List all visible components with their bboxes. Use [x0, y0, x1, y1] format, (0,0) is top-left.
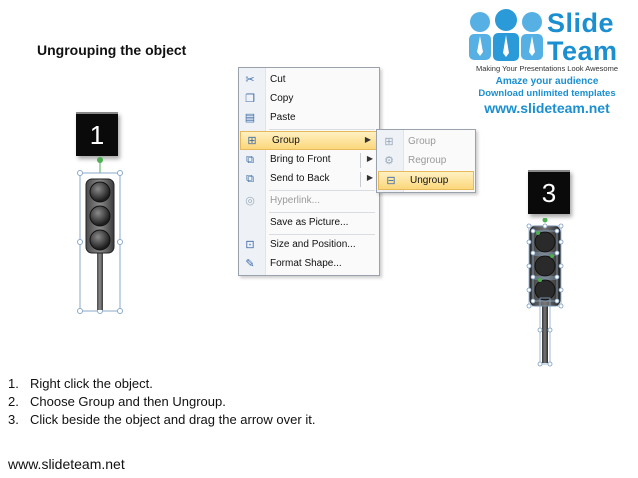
menu-item-copy[interactable]: ❐ Copy	[239, 90, 379, 109]
menu-item-save-as-picture[interactable]: Save as Picture...	[270, 217, 349, 228]
submenu-arrow-icon: ▶	[366, 173, 373, 182]
instruction-list	[8, 376, 315, 430]
people-logo-icon	[466, 8, 546, 64]
slide-title: Ungrouping the object	[37, 42, 187, 58]
regroup-icon: ⚙	[384, 155, 394, 167]
submenu-arrow-icon: ▶	[366, 154, 373, 163]
menu-item-paste[interactable]: ▤ Paste	[244, 112, 296, 124]
ungroup-icon: ⊟	[386, 175, 396, 187]
step-badge-3: 3	[528, 170, 570, 214]
slideteam-logo	[462, 6, 632, 118]
submenu-arrow-icon: ▶	[364, 135, 371, 144]
submenu-item-ungroup[interactable]: ⊟ Ungroup	[378, 171, 474, 190]
menu-separator	[269, 190, 375, 191]
size-position-icon: ⊡	[245, 239, 255, 251]
instruction-step: 3. Click beside the object and drag the arrow over it.	[8, 412, 316, 427]
menu-separator	[269, 234, 375, 235]
menu-item-send-to-back[interactable]: ⧉ Send to Back ▶	[239, 170, 379, 189]
bring-to-front-icon: ⧉	[246, 154, 254, 166]
instruction-step: 1. Right click the object.	[8, 376, 153, 391]
logo-promo-2: Download unlimited templates	[478, 88, 616, 99]
menu-item-cut[interactable]: ✂ Cut	[239, 71, 379, 90]
hyperlink-icon: ◎	[245, 195, 255, 207]
submenu-item-regroup: ⚙ Regroup	[377, 152, 475, 171]
context-menu	[238, 67, 380, 276]
step-badge-1: 1	[76, 112, 118, 156]
group-icon: ⊞	[247, 135, 257, 147]
scissors-icon: ✂	[245, 74, 255, 86]
logo-promo-1: Amaze your audience	[495, 76, 599, 87]
instruction-step: 2. Choose Group and then Ungroup.	[8, 394, 226, 409]
format-shape-icon: ✎	[245, 258, 255, 270]
send-to-back-icon: ⧉	[246, 173, 254, 185]
logo-tagline: Making Your Presentations Look Awesome	[475, 64, 619, 73]
group-submenu	[376, 129, 476, 193]
menu-item-size-and-position[interactable]: ⊡ Size and Position...	[239, 236, 379, 255]
logo-word-team: Team	[547, 36, 618, 66]
menu-item-format-shape[interactable]: ✎ Format Shape...	[239, 255, 379, 274]
footer-url: www.slideteam.net	[8, 456, 125, 472]
submenu-item-group: ⊞ Group	[377, 133, 475, 152]
traffic-light-ungrouped[interactable]	[520, 218, 570, 368]
menu-item-hyperlink: ◎ Hyperlink...	[239, 192, 379, 211]
menu-separator	[269, 212, 375, 213]
group-icon: ⊞	[384, 136, 394, 148]
copy-icon: ❐	[245, 93, 255, 105]
logo-url: www.slideteam.net	[484, 100, 610, 116]
logo-word-slide: Slide	[547, 8, 615, 38]
menu-separator	[269, 129, 375, 130]
paste-icon: ▤	[244, 112, 256, 124]
menu-item-bring-to-front[interactable]: ⧉ Bring to Front ▶	[239, 151, 379, 170]
traffic-light-grouped[interactable]	[70, 155, 130, 317]
menu-item-group[interactable]: ⊞ Group ▶	[240, 131, 378, 150]
